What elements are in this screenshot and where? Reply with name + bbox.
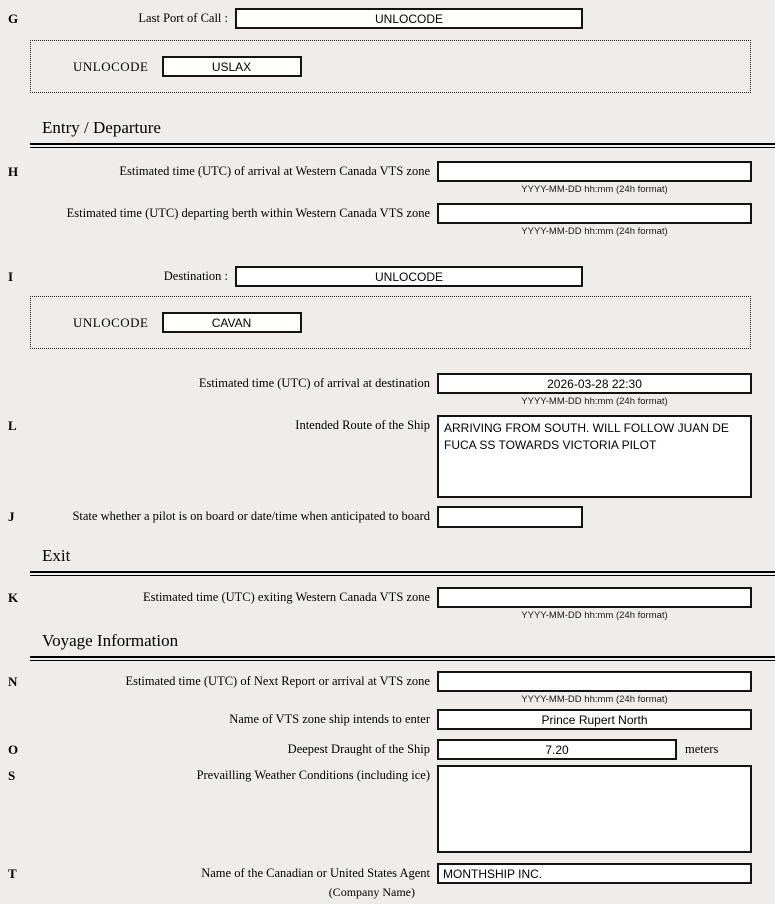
exit-vts-zone-label: Estimated time (UTC) exiting Western Canada VTS zone bbox=[142, 590, 430, 604]
row-deepest-draught bbox=[8, 739, 752, 760]
item-letter-k: K bbox=[8, 590, 19, 605]
section-divider bbox=[30, 571, 775, 576]
agent-company-name-sublabel: (Company Name) bbox=[328, 885, 415, 899]
row-vts-zone-name bbox=[8, 709, 752, 730]
row-exit-vts-zone bbox=[8, 587, 752, 621]
item-letter-n: N bbox=[8, 674, 18, 689]
departing-berth-input[interactable] bbox=[437, 203, 752, 224]
unlocode-label: UNLOCODE bbox=[73, 314, 149, 330]
vts-zone-name-input[interactable] bbox=[437, 709, 752, 730]
voyage-information-heading: Voyage Information bbox=[42, 631, 179, 650]
weather-conditions-textarea[interactable] bbox=[437, 765, 752, 853]
destination-unlocode-input[interactable] bbox=[162, 312, 302, 333]
datetime-format-hint: YYYY-MM-DD hh:mm (24h format) bbox=[521, 226, 668, 237]
item-letter-j: J bbox=[8, 509, 15, 524]
item-letter-g: G bbox=[8, 11, 19, 26]
destination-input[interactable] bbox=[235, 266, 583, 287]
section-voyage-information bbox=[30, 630, 775, 661]
deepest-draught-label: Deepest Draught of the Ship bbox=[287, 742, 430, 756]
eta-vts-zone-label: Estimated time (UTC) of arrival at Western Canada VTS zone bbox=[119, 164, 430, 178]
row-pilot-status bbox=[8, 506, 752, 528]
row-eta-destination bbox=[8, 373, 752, 407]
item-letter-o: O bbox=[8, 742, 19, 757]
last-port-of-call-input[interactable] bbox=[235, 8, 583, 29]
row-destination bbox=[8, 266, 752, 287]
row-agent-name bbox=[8, 863, 752, 899]
eta-destination-label: Estimated time (UTC) of arrival at destination bbox=[198, 376, 430, 390]
agent-name-label: Name of the Canadian or United States Agent bbox=[201, 866, 430, 880]
datetime-format-hint: YYYY-MM-DD hh:mm (24h format) bbox=[521, 184, 668, 195]
destination-unlocode-fieldset bbox=[30, 296, 751, 349]
item-letter-i: I bbox=[8, 269, 14, 284]
item-letter-h: H bbox=[8, 164, 19, 179]
next-report-input[interactable] bbox=[437, 671, 752, 692]
pilot-status-label: State whether a pilot is on board or date/time when anticipated to board bbox=[72, 509, 430, 523]
datetime-format-hint: YYYY-MM-DD hh:mm (24h format) bbox=[521, 610, 668, 621]
row-weather-conditions bbox=[8, 765, 752, 853]
pilot-status-input[interactable] bbox=[437, 506, 583, 528]
datetime-format-hint: YYYY-MM-DD hh:mm (24h format) bbox=[521, 694, 668, 705]
last-port-unlocode-input[interactable] bbox=[162, 56, 302, 77]
intended-route-textarea[interactable] bbox=[437, 415, 752, 498]
row-departing-berth bbox=[8, 203, 752, 237]
vts-zone-name-label: Name of VTS zone ship intends to enter bbox=[229, 712, 430, 726]
destination-label: Destination : bbox=[163, 269, 228, 283]
row-eta-vts-zone bbox=[8, 161, 752, 195]
eta-destination-input[interactable] bbox=[437, 373, 752, 394]
draught-unit-label: meters bbox=[685, 742, 719, 756]
entry-departure-heading: Entry / Departure bbox=[42, 118, 161, 137]
row-last-port-of-call bbox=[8, 8, 752, 29]
item-letter-s: S bbox=[8, 768, 16, 783]
item-letter-t: T bbox=[8, 866, 17, 881]
next-report-label: Estimated time (UTC) of Next Report or arrival at VTS zone bbox=[125, 674, 430, 688]
eta-vts-zone-input[interactable] bbox=[437, 161, 752, 182]
exit-vts-zone-input[interactable] bbox=[437, 587, 752, 608]
row-next-report bbox=[8, 671, 752, 705]
section-divider bbox=[30, 656, 775, 661]
section-entry-departure bbox=[30, 117, 775, 148]
weather-conditions-label: Prevailling Weather Conditions (including ice) bbox=[196, 768, 430, 782]
row-intended-route bbox=[8, 415, 752, 498]
last-port-of-call-label: Last Port of Call : bbox=[138, 11, 228, 25]
unlocode-label: UNLOCODE bbox=[73, 58, 149, 74]
section-exit bbox=[30, 545, 775, 576]
departing-berth-label: Estimated time (UTC) departing berth within Western Canada VTS zone bbox=[66, 206, 430, 220]
item-letter-l: L bbox=[8, 418, 17, 433]
section-divider bbox=[30, 143, 775, 148]
intended-route-label: Intended Route of the Ship bbox=[295, 418, 430, 432]
last-port-unlocode-fieldset bbox=[30, 40, 751, 93]
datetime-format-hint: YYYY-MM-DD hh:mm (24h format) bbox=[521, 396, 668, 407]
exit-heading: Exit bbox=[42, 546, 71, 565]
deepest-draught-input[interactable] bbox=[437, 739, 677, 760]
agent-name-input[interactable] bbox=[437, 863, 752, 884]
